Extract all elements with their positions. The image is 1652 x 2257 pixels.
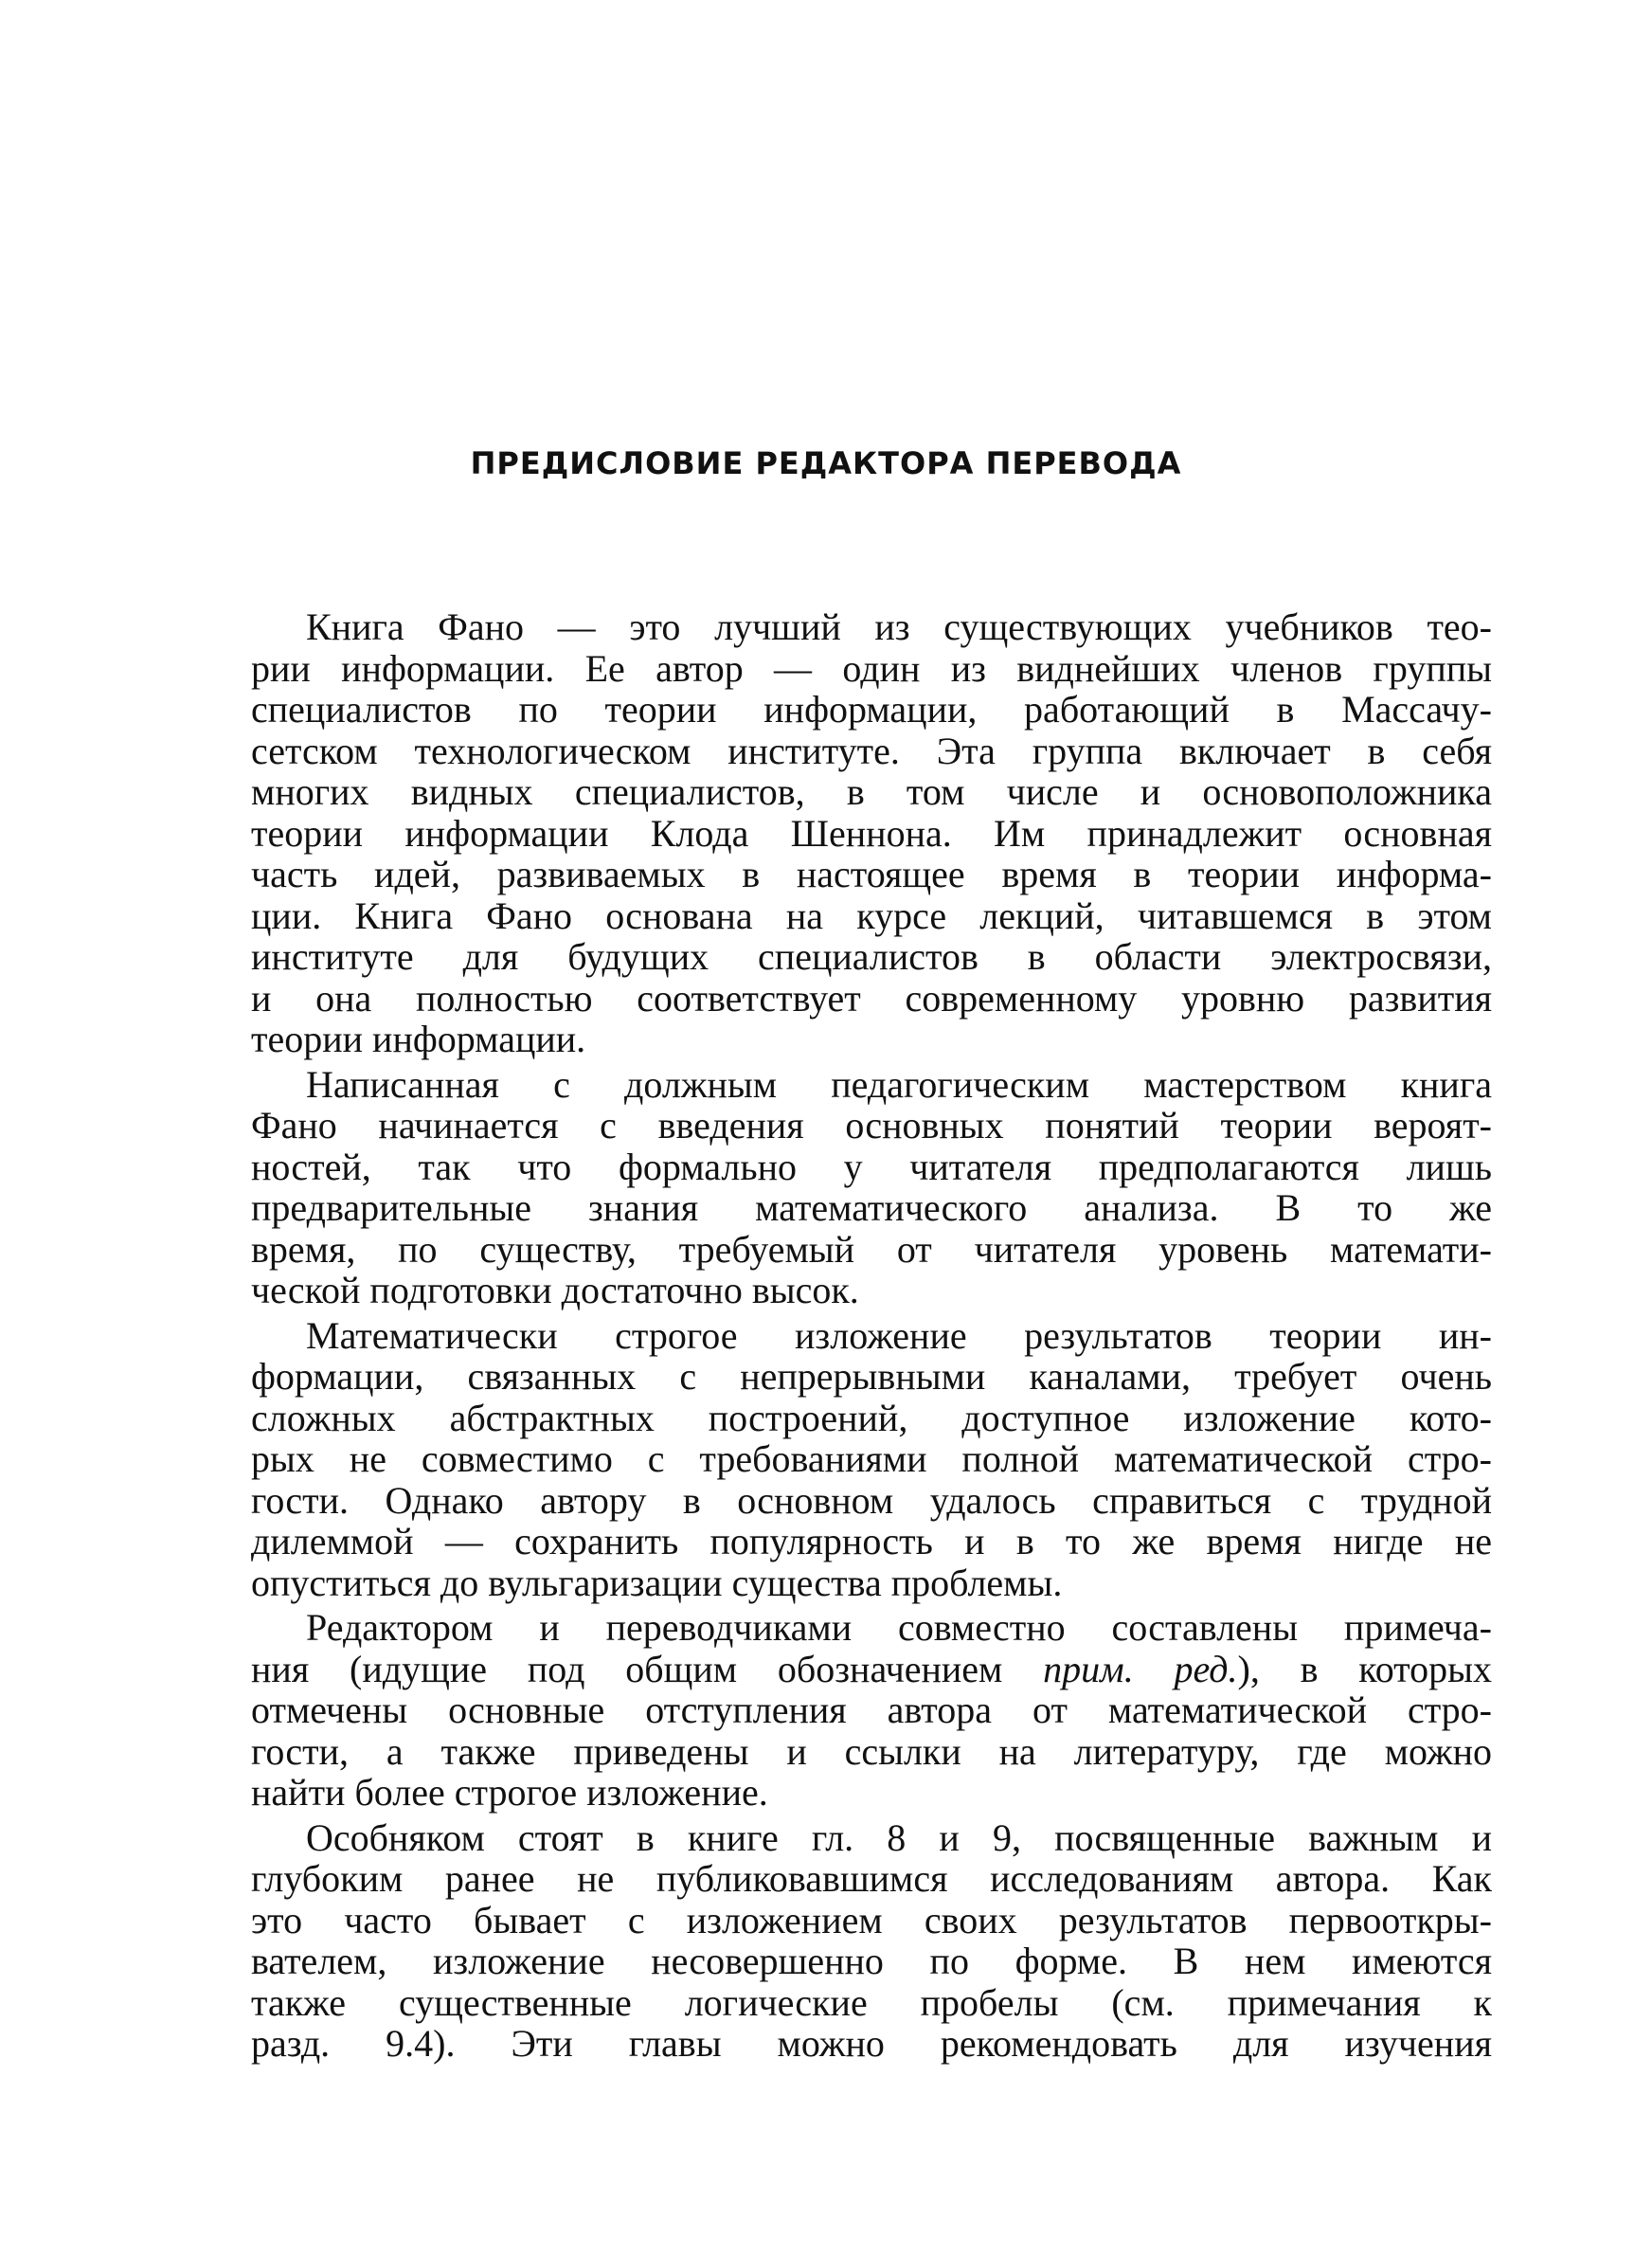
paragraph-4: [251, 1607, 1492, 1814]
text-line: Книга Фано — это лучший из существующих учебников тео-: [306, 605, 1492, 648]
text-line: разд. 9.4). Эти главы можно рекомендовать для изучения: [251, 2022, 1492, 2065]
text-line: институте для будущих специалистов в области электросвязи,: [251, 935, 1492, 978]
text-line: рых не совместимо с требованиями полной математической стро-: [251, 1437, 1492, 1480]
text-line: Написанная с должным педагогическим мастерством книга: [306, 1062, 1492, 1106]
text-line: [251, 1649, 1492, 1690]
text-line: отмечены основные отступления автора от математической стро-: [251, 1688, 1492, 1731]
text-line: рии информации. Ее автор — один из виднейших членов группы: [251, 646, 1492, 690]
text-line: многих видных специалистов, в том числе и основоположника: [251, 770, 1492, 813]
text-line: время, по существу, требуемый от читателя уровень математи-: [251, 1227, 1492, 1271]
text-segment: ), в которых: [1237, 1647, 1492, 1690]
text-line: сетском технологическом институте. Эта группа включает в себя: [251, 729, 1492, 772]
text-line: часть идей, развиваемых в настоящее время в теории информа-: [251, 853, 1492, 895]
text-line: теории информации Клода Шеннона. Им принадлежит основная: [251, 811, 1492, 855]
text-line: дилеммой — сохранить популярность и в то же время нигде не: [251, 1520, 1492, 1562]
paragraph-2: [251, 1064, 1492, 1311]
text-line: формации, связанных с непрерывными каналами, требует очень: [251, 1355, 1492, 1398]
text-line: гости, а также приведены и ссылки на литературу, где можно: [251, 1729, 1492, 1773]
text-line: ческой подготовки достаточно высок.: [251, 1269, 859, 1311]
text-line: Редактором и переводчиками совместно составлены примеча-: [306, 1606, 1492, 1649]
text-line: также существенные логические пробелы (см. примечания к: [251, 1980, 1492, 2024]
text-line: Математически строгое изложение результатов теории ин-: [306, 1313, 1492, 1357]
text-line: гости. Однако автору в основном удалось справиться с трудной: [251, 1478, 1492, 1522]
paragraph-5: [251, 1817, 1492, 2065]
text-line: специалистов по теории информации, работающий в Массачу-: [251, 688, 1492, 731]
text-line: теории информации.: [251, 1018, 586, 1060]
paragraph-1: [251, 606, 1492, 1060]
text-line: Особняком стоят в книге гл. 8 и 9, посвященные важным и: [306, 1815, 1492, 1859]
text-line: предварительные знания математического анализа. В то же: [251, 1186, 1492, 1229]
text-line: найти более строгое изложение.: [251, 1771, 768, 1814]
text-line: Фано начинается с введения основных понятий теории вероят-: [251, 1104, 1492, 1147]
text-line: ции. Книга Фано основана на курсе лекций, читавшемся в этом: [251, 894, 1492, 937]
page-body: [251, 606, 1492, 2068]
italic-note: прим. ред.: [1043, 1647, 1238, 1690]
text-line: глубоким ранее не публиковавшимся исследованиям автора. Как: [251, 1857, 1492, 1900]
page-title: ПРЕДИСЛОВИЕ РЕДАКТОРА ПЕРЕВОДА: [470, 445, 1182, 481]
text-segment: ния (идущие под общим обозначением: [251, 1647, 1003, 1690]
text-line: опуститься до вульгаризации существа проблемы.: [251, 1561, 1063, 1604]
text-line: и она полностью соответствует современному уровню развития: [251, 976, 1492, 1020]
text-line: ностей, так что формально у читателя предполагаются лишь: [251, 1145, 1492, 1188]
text-line: это часто бывает с изложением своих результатов первооткры-: [251, 1898, 1492, 1941]
text-line: вателем, изложение несовершенно по форме. В нем имеются: [251, 1940, 1492, 1982]
text-line: сложных абстрактных построений, доступное изложение кото-: [251, 1396, 1492, 1439]
paragraph-3: [251, 1315, 1492, 1604]
